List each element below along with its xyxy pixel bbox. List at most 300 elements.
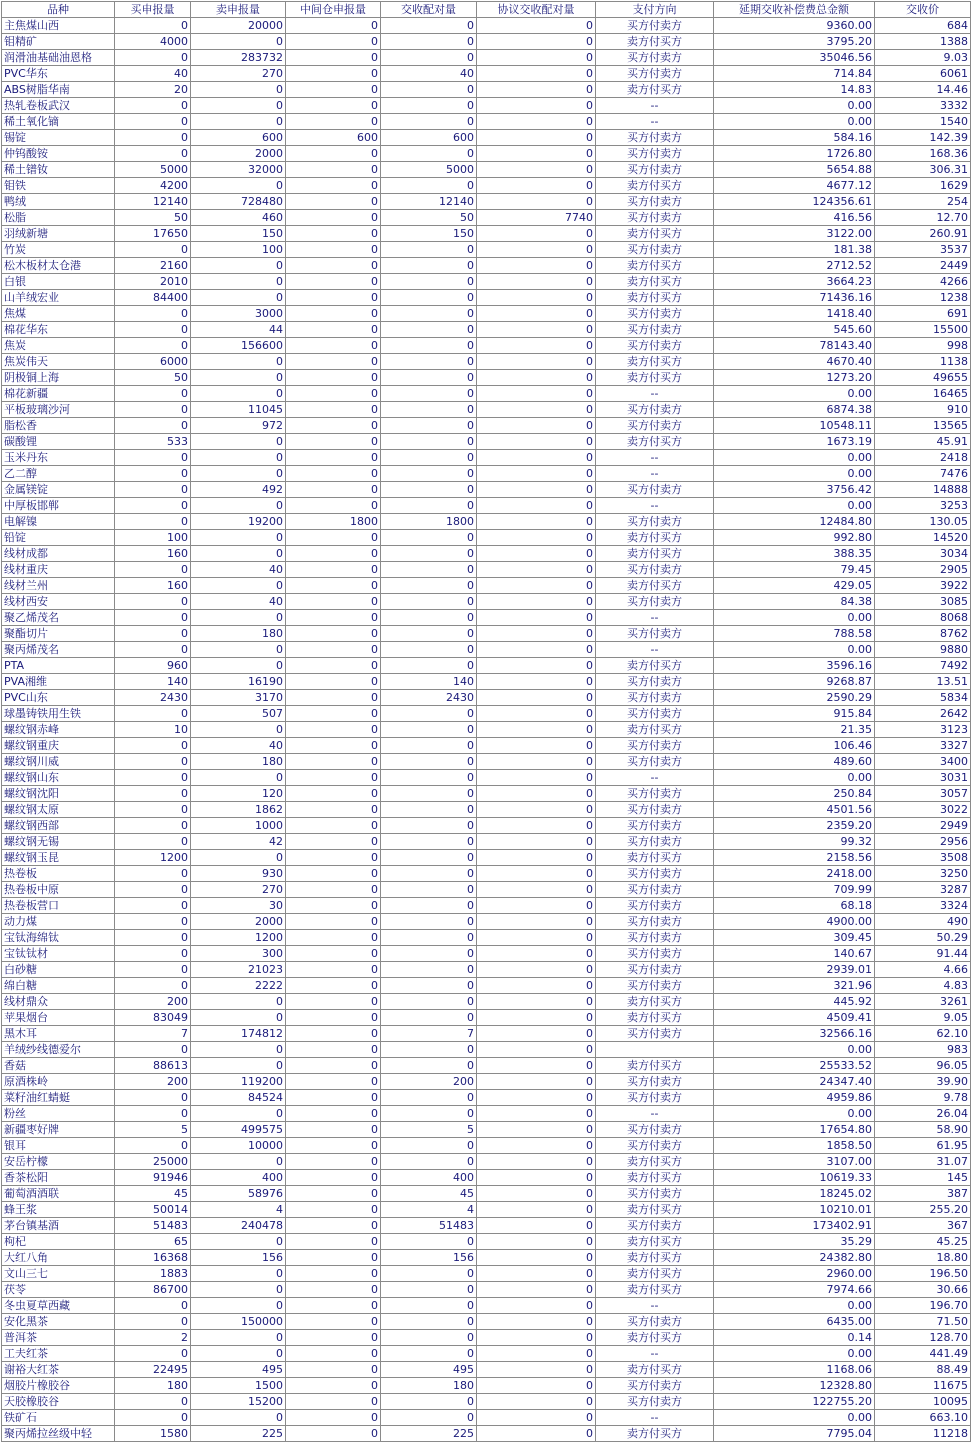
- cell-delivery-price: 58.90: [875, 1122, 971, 1138]
- table-row: [2, 1186, 971, 1202]
- cell-agreement-qty: 0: [477, 626, 596, 642]
- cell-compensation: 2960.00: [714, 1266, 875, 1282]
- cell-buy-qty: 0: [115, 962, 191, 978]
- cell-matched-qty: 2430: [381, 690, 477, 706]
- cell-compensation: 4501.56: [714, 802, 875, 818]
- cell-matched-qty: 495: [381, 1362, 477, 1378]
- cell-sell-qty: 156: [191, 1250, 286, 1266]
- cell-compensation: 1273.20: [714, 370, 875, 386]
- cell-compensation: 1726.80: [714, 146, 875, 162]
- cell-delivery-price: 910: [875, 402, 971, 418]
- cell-matched-qty: 0: [381, 386, 477, 402]
- cell-compensation: 78143.40: [714, 338, 875, 354]
- cell-buy-qty: 5: [115, 1122, 191, 1138]
- cell-delivery-price: 31.07: [875, 1154, 971, 1170]
- cell-buy-qty: 0: [115, 498, 191, 514]
- cell-matched-qty: 0: [381, 770, 477, 786]
- cell-pay-direction: --: [596, 610, 714, 626]
- cell-agreement-qty: 0: [477, 498, 596, 514]
- cell-buy-qty: 50: [115, 370, 191, 386]
- cell-variety: 鸭绒: [2, 194, 115, 210]
- cell-compensation: 25533.52: [714, 1058, 875, 1074]
- cell-buy-qty: 140: [115, 674, 191, 690]
- cell-matched-qty: 0: [381, 834, 477, 850]
- table-row: [2, 642, 971, 658]
- table-row: [2, 338, 971, 354]
- cell-agreement-qty: 0: [477, 1186, 596, 1202]
- cell-compensation: 2939.01: [714, 962, 875, 978]
- table-row: [2, 754, 971, 770]
- cell-delivery-price: 306.31: [875, 162, 971, 178]
- cell-delivery-price: 15500: [875, 322, 971, 338]
- cell-middle-qty: 0: [286, 1314, 381, 1330]
- cell-matched-qty: 0: [381, 1330, 477, 1346]
- cell-buy-qty: 960: [115, 658, 191, 674]
- cell-buy-qty: 91946: [115, 1170, 191, 1186]
- cell-agreement-qty: 0: [477, 690, 596, 706]
- table-row: [2, 1010, 971, 1026]
- cell-compensation: 992.80: [714, 530, 875, 546]
- cell-agreement-qty: 0: [477, 834, 596, 850]
- cell-agreement-qty: 0: [477, 1330, 596, 1346]
- cell-delivery-price: 1540: [875, 114, 971, 130]
- cell-delivery-price: 88.49: [875, 1362, 971, 1378]
- cell-pay-direction: 买方付卖方: [596, 1090, 714, 1106]
- cell-buy-qty: 0: [115, 466, 191, 482]
- cell-delivery-price: 254: [875, 194, 971, 210]
- cell-buy-qty: 0: [115, 818, 191, 834]
- cell-variety: 钼铁: [2, 178, 115, 194]
- cell-sell-qty: 0: [191, 1106, 286, 1122]
- cell-agreement-qty: 0: [477, 850, 596, 866]
- cell-variety: 白砂糖: [2, 962, 115, 978]
- table-row: [2, 162, 971, 178]
- cell-delivery-price: 983: [875, 1042, 971, 1058]
- cell-sell-qty: 2000: [191, 914, 286, 930]
- cell-sell-qty: 0: [191, 114, 286, 130]
- cell-delivery-price: 1388: [875, 34, 971, 50]
- cell-compensation: 3596.16: [714, 658, 875, 674]
- cell-variety: 文山三七: [2, 1266, 115, 1282]
- cell-delivery-price: 3261: [875, 994, 971, 1010]
- cell-pay-direction: 买方付卖方: [596, 402, 714, 418]
- cell-delivery-price: 3400: [875, 754, 971, 770]
- cell-middle-qty: 600: [286, 130, 381, 146]
- cell-middle-qty: 0: [286, 802, 381, 818]
- cell-compensation: 3756.42: [714, 482, 875, 498]
- cell-variety: 钼精矿: [2, 34, 115, 50]
- cell-compensation: 124356.61: [714, 194, 875, 210]
- cell-agreement-qty: 0: [477, 1122, 596, 1138]
- cell-middle-qty: 0: [286, 210, 381, 226]
- cell-sell-qty: 0: [191, 386, 286, 402]
- cell-variety: 菜籽油红蜻蜓: [2, 1090, 115, 1106]
- cell-compensation: 0.00: [714, 770, 875, 786]
- cell-delivery-price: 96.05: [875, 1058, 971, 1074]
- cell-delivery-price: 4.66: [875, 962, 971, 978]
- cell-middle-qty: 0: [286, 66, 381, 82]
- cell-delivery-price: 14520: [875, 530, 971, 546]
- cell-sell-qty: 32000: [191, 162, 286, 178]
- cell-variety: 枸杞: [2, 1234, 115, 1250]
- cell-middle-qty: 0: [286, 1090, 381, 1106]
- header-row: [2, 2, 971, 18]
- cell-middle-qty: 0: [286, 82, 381, 98]
- cell-agreement-qty: 0: [477, 1394, 596, 1410]
- cell-matched-qty: 0: [381, 626, 477, 642]
- table-row: [2, 450, 971, 466]
- cell-agreement-qty: 0: [477, 1378, 596, 1394]
- cell-middle-qty: 0: [286, 674, 381, 690]
- table-row: [2, 178, 971, 194]
- cell-buy-qty: 2010: [115, 274, 191, 290]
- cell-variety: 聚丙烯拉丝级中轻: [2, 1426, 115, 1442]
- table-row: [2, 114, 971, 130]
- cell-agreement-qty: 0: [477, 146, 596, 162]
- cell-middle-qty: 0: [286, 402, 381, 418]
- cell-matched-qty: 0: [381, 866, 477, 882]
- cell-middle-qty: 0: [286, 850, 381, 866]
- cell-variety: PTA: [2, 658, 115, 674]
- cell-buy-qty: 0: [115, 834, 191, 850]
- cell-delivery-price: 3253: [875, 498, 971, 514]
- cell-sell-qty: 0: [191, 994, 286, 1010]
- cell-sell-qty: 0: [191, 1282, 286, 1298]
- cell-sell-qty: 400: [191, 1170, 286, 1186]
- cell-pay-direction: 买方付卖方: [596, 898, 714, 914]
- cell-middle-qty: 0: [286, 1298, 381, 1314]
- cell-pay-direction: 卖方付买方: [596, 994, 714, 1010]
- cell-middle-qty: 0: [286, 242, 381, 258]
- cell-sell-qty: 0: [191, 578, 286, 594]
- table-row: [2, 1042, 971, 1058]
- cell-delivery-price: 196.50: [875, 1266, 971, 1282]
- cell-delivery-price: 9880: [875, 642, 971, 658]
- table-row: [2, 210, 971, 226]
- cell-pay-direction: 买方付卖方: [596, 690, 714, 706]
- cell-buy-qty: 65: [115, 1234, 191, 1250]
- cell-pay-direction: 买方付卖方: [596, 1394, 714, 1410]
- cell-delivery-price: 260.91: [875, 226, 971, 242]
- table-row: [2, 834, 971, 850]
- cell-buy-qty: 0: [115, 146, 191, 162]
- cell-delivery-price: 998: [875, 338, 971, 354]
- cell-pay-direction: 买方付卖方: [596, 754, 714, 770]
- cell-middle-qty: 0: [286, 178, 381, 194]
- cell-middle-qty: 0: [286, 498, 381, 514]
- cell-middle-qty: 0: [286, 482, 381, 498]
- cell-delivery-price: 4266: [875, 274, 971, 290]
- cell-variety: 稀土氧化镝: [2, 114, 115, 130]
- cell-delivery-price: 14.46: [875, 82, 971, 98]
- cell-sell-qty: 156600: [191, 338, 286, 354]
- cell-variety: 聚丙烯茂名: [2, 642, 115, 658]
- cell-delivery-price: 18.80: [875, 1250, 971, 1266]
- cell-pay-direction: --: [596, 98, 714, 114]
- cell-matched-qty: 0: [381, 946, 477, 962]
- table-row: [2, 1074, 971, 1090]
- cell-buy-qty: 180: [115, 1378, 191, 1394]
- cell-sell-qty: 40: [191, 738, 286, 754]
- cell-pay-direction: 卖方付买方: [596, 658, 714, 674]
- cell-matched-qty: 40: [381, 66, 477, 82]
- table-row: [2, 1426, 971, 1442]
- cell-agreement-qty: 0: [477, 514, 596, 530]
- cell-delivery-price: 3034: [875, 546, 971, 562]
- table-row: [2, 546, 971, 562]
- cell-compensation: 0.00: [714, 450, 875, 466]
- cell-buy-qty: 83049: [115, 1010, 191, 1026]
- cell-sell-qty: 2222: [191, 978, 286, 994]
- cell-pay-direction: 买方付卖方: [596, 1026, 714, 1042]
- cell-buy-qty: 1883: [115, 1266, 191, 1282]
- cell-sell-qty: 0: [191, 1410, 286, 1426]
- cell-middle-qty: 0: [286, 1122, 381, 1138]
- cell-pay-direction: [596, 1042, 714, 1058]
- cell-variety: 焦炭伟天: [2, 354, 115, 370]
- col-header-sell-qty: 卖申报量: [191, 2, 286, 18]
- cell-middle-qty: 0: [286, 994, 381, 1010]
- cell-sell-qty: 0: [191, 1298, 286, 1314]
- cell-buy-qty: 0: [115, 626, 191, 642]
- cell-pay-direction: 买方付卖方: [596, 882, 714, 898]
- cell-matched-qty: 0: [381, 242, 477, 258]
- cell-compensation: 7795.04: [714, 1426, 875, 1442]
- cell-agreement-qty: 0: [477, 1202, 596, 1218]
- cell-compensation: 4677.12: [714, 178, 875, 194]
- cell-variety: 新疆枣好牌: [2, 1122, 115, 1138]
- cell-agreement-qty: 0: [477, 1010, 596, 1026]
- cell-pay-direction: 买方付卖方: [596, 1138, 714, 1154]
- cell-sell-qty: 0: [191, 1010, 286, 1026]
- cell-matched-qty: 0: [381, 146, 477, 162]
- cell-middle-qty: 0: [286, 1010, 381, 1026]
- cell-middle-qty: 0: [286, 1074, 381, 1090]
- table-row: [2, 1106, 971, 1122]
- cell-variety: 润滑油基础油恩格: [2, 50, 115, 66]
- cell-middle-qty: 0: [286, 1362, 381, 1378]
- cell-matched-qty: 0: [381, 578, 477, 594]
- cell-delivery-price: 10095: [875, 1394, 971, 1410]
- cell-compensation: 788.58: [714, 626, 875, 642]
- cell-pay-direction: 卖方付买方: [596, 1010, 714, 1026]
- cell-middle-qty: 0: [286, 1106, 381, 1122]
- cell-agreement-qty: 0: [477, 1074, 596, 1090]
- cell-sell-qty: 600: [191, 130, 286, 146]
- cell-agreement-qty: 0: [477, 914, 596, 930]
- cell-pay-direction: 买方付卖方: [596, 834, 714, 850]
- cell-buy-qty: 0: [115, 1106, 191, 1122]
- cell-matched-qty: 0: [381, 354, 477, 370]
- table-row: [2, 1090, 971, 1106]
- cell-variety: PVC华东: [2, 66, 115, 82]
- cell-pay-direction: 买方付卖方: [596, 322, 714, 338]
- cell-variety: 松木板材太仓港: [2, 258, 115, 274]
- cell-variety: 安化黑茶: [2, 1314, 115, 1330]
- cell-variety: 白银: [2, 274, 115, 290]
- cell-agreement-qty: 0: [477, 770, 596, 786]
- table-row: [2, 1202, 971, 1218]
- cell-variety: 原酒株岭: [2, 1074, 115, 1090]
- cell-compensation: 3122.00: [714, 226, 875, 242]
- cell-delivery-price: 2449: [875, 258, 971, 274]
- table-row: [2, 370, 971, 386]
- cell-delivery-price: 12.70: [875, 210, 971, 226]
- cell-compensation: 9360.00: [714, 18, 875, 34]
- cell-buy-qty: 0: [115, 322, 191, 338]
- cell-matched-qty: 0: [381, 1042, 477, 1058]
- cell-sell-qty: 930: [191, 866, 286, 882]
- cell-agreement-qty: 0: [477, 562, 596, 578]
- cell-agreement-qty: 0: [477, 354, 596, 370]
- cell-matched-qty: 0: [381, 546, 477, 562]
- cell-matched-qty: 225: [381, 1426, 477, 1442]
- cell-delivery-price: 4.83: [875, 978, 971, 994]
- cell-compensation: 68.18: [714, 898, 875, 914]
- cell-compensation: 1673.19: [714, 434, 875, 450]
- table-row: [2, 66, 971, 82]
- table-row: [2, 514, 971, 530]
- cell-delivery-price: 8068: [875, 610, 971, 626]
- cell-matched-qty: 0: [381, 642, 477, 658]
- col-header-agreement-qty: 协议交收配对量: [477, 2, 596, 18]
- cell-agreement-qty: 0: [477, 226, 596, 242]
- cell-pay-direction: --: [596, 1106, 714, 1122]
- cell-sell-qty: 283732: [191, 50, 286, 66]
- cell-pay-direction: 买方付卖方: [596, 706, 714, 722]
- cell-pay-direction: --: [596, 386, 714, 402]
- cell-buy-qty: 0: [115, 882, 191, 898]
- cell-variety: 稀土镨钕: [2, 162, 115, 178]
- cell-middle-qty: 0: [286, 1346, 381, 1362]
- cell-sell-qty: 44: [191, 322, 286, 338]
- cell-matched-qty: 51483: [381, 1218, 477, 1234]
- cell-buy-qty: 16368: [115, 1250, 191, 1266]
- cell-delivery-price: 663.10: [875, 1410, 971, 1426]
- cell-sell-qty: 0: [191, 658, 286, 674]
- cell-pay-direction: 买方付卖方: [596, 594, 714, 610]
- table-row: [2, 402, 971, 418]
- cell-buy-qty: 0: [115, 754, 191, 770]
- cell-agreement-qty: 0: [477, 322, 596, 338]
- cell-buy-qty: 0: [115, 450, 191, 466]
- cell-matched-qty: 0: [381, 818, 477, 834]
- table-row: [2, 130, 971, 146]
- cell-buy-qty: 0: [115, 386, 191, 402]
- cell-buy-qty: 100: [115, 530, 191, 546]
- cell-delivery-price: 3085: [875, 594, 971, 610]
- table-row: [2, 82, 971, 98]
- cell-pay-direction: --: [596, 1298, 714, 1314]
- cell-pay-direction: 卖方付买方: [596, 1426, 714, 1442]
- cell-pay-direction: 买方付卖方: [596, 674, 714, 690]
- cell-agreement-qty: 0: [477, 706, 596, 722]
- cell-buy-qty: 0: [115, 482, 191, 498]
- cell-compensation: 4670.40: [714, 354, 875, 370]
- cell-buy-qty: 0: [115, 946, 191, 962]
- cell-delivery-price: 2956: [875, 834, 971, 850]
- cell-sell-qty: 972: [191, 418, 286, 434]
- cell-agreement-qty: 0: [477, 802, 596, 818]
- cell-delivery-price: 71.50: [875, 1314, 971, 1330]
- cell-agreement-qty: 0: [477, 882, 596, 898]
- cell-middle-qty: 0: [286, 578, 381, 594]
- cell-compensation: 416.56: [714, 210, 875, 226]
- cell-compensation: 0.00: [714, 1042, 875, 1058]
- cell-variety: 聚酯切片: [2, 626, 115, 642]
- table-body: [2, 18, 971, 1442]
- cell-pay-direction: 买方付卖方: [596, 66, 714, 82]
- cell-delivery-price: 26.04: [875, 1106, 971, 1122]
- cell-pay-direction: 买方付卖方: [596, 562, 714, 578]
- cell-matched-qty: 0: [381, 1106, 477, 1122]
- table-row: [2, 482, 971, 498]
- table-row: [2, 962, 971, 978]
- table-row: [2, 1234, 971, 1250]
- cell-matched-qty: 0: [381, 754, 477, 770]
- cell-pay-direction: 买方付卖方: [596, 626, 714, 642]
- cell-matched-qty: 0: [381, 594, 477, 610]
- cell-buy-qty: 0: [115, 1346, 191, 1362]
- cell-compensation: 0.00: [714, 642, 875, 658]
- cell-agreement-qty: 0: [477, 178, 596, 194]
- cell-pay-direction: 买方付卖方: [596, 1218, 714, 1234]
- cell-agreement-qty: 0: [477, 1362, 596, 1378]
- cell-delivery-price: 9.05: [875, 1010, 971, 1026]
- cell-variety: 银耳: [2, 1138, 115, 1154]
- col-header-middle-qty: 中间仓申报量: [286, 2, 381, 18]
- cell-buy-qty: 0: [115, 306, 191, 322]
- cell-middle-qty: 0: [286, 1426, 381, 1442]
- cell-agreement-qty: 0: [477, 674, 596, 690]
- cell-variety: 冬虫夏草西藏: [2, 1298, 115, 1314]
- table-row: [2, 354, 971, 370]
- cell-sell-qty: 84524: [191, 1090, 286, 1106]
- cell-agreement-qty: 0: [477, 434, 596, 450]
- cell-agreement-qty: 0: [477, 98, 596, 114]
- cell-compensation: 21.35: [714, 722, 875, 738]
- cell-variety: 热轧卷板武汉: [2, 98, 115, 114]
- cell-buy-qty: 200: [115, 994, 191, 1010]
- cell-buy-qty: 0: [115, 738, 191, 754]
- cell-buy-qty: 0: [115, 914, 191, 930]
- cell-agreement-qty: 0: [477, 1234, 596, 1250]
- cell-middle-qty: 0: [286, 706, 381, 722]
- cell-middle-qty: 0: [286, 114, 381, 130]
- table-row: [2, 1218, 971, 1234]
- cell-middle-qty: 0: [286, 770, 381, 786]
- cell-pay-direction: 买方付卖方: [596, 418, 714, 434]
- cell-buy-qty: 0: [115, 98, 191, 114]
- cell-buy-qty: 22495: [115, 1362, 191, 1378]
- cell-pay-direction: 卖方付买方: [596, 1362, 714, 1378]
- cell-delivery-price: 3031: [875, 770, 971, 786]
- cell-compensation: 12484.80: [714, 514, 875, 530]
- cell-delivery-price: 3332: [875, 98, 971, 114]
- cell-middle-qty: 0: [286, 418, 381, 434]
- cell-sell-qty: 0: [191, 1042, 286, 1058]
- cell-agreement-qty: 0: [477, 818, 596, 834]
- cell-agreement-qty: 0: [477, 898, 596, 914]
- table-row: [2, 882, 971, 898]
- cell-variety: PVC山东: [2, 690, 115, 706]
- cell-sell-qty: 174812: [191, 1026, 286, 1042]
- cell-agreement-qty: 0: [477, 642, 596, 658]
- cell-pay-direction: 买方付卖方: [596, 978, 714, 994]
- cell-matched-qty: 0: [381, 402, 477, 418]
- cell-pay-direction: 买方付卖方: [596, 338, 714, 354]
- table-row: [2, 18, 971, 34]
